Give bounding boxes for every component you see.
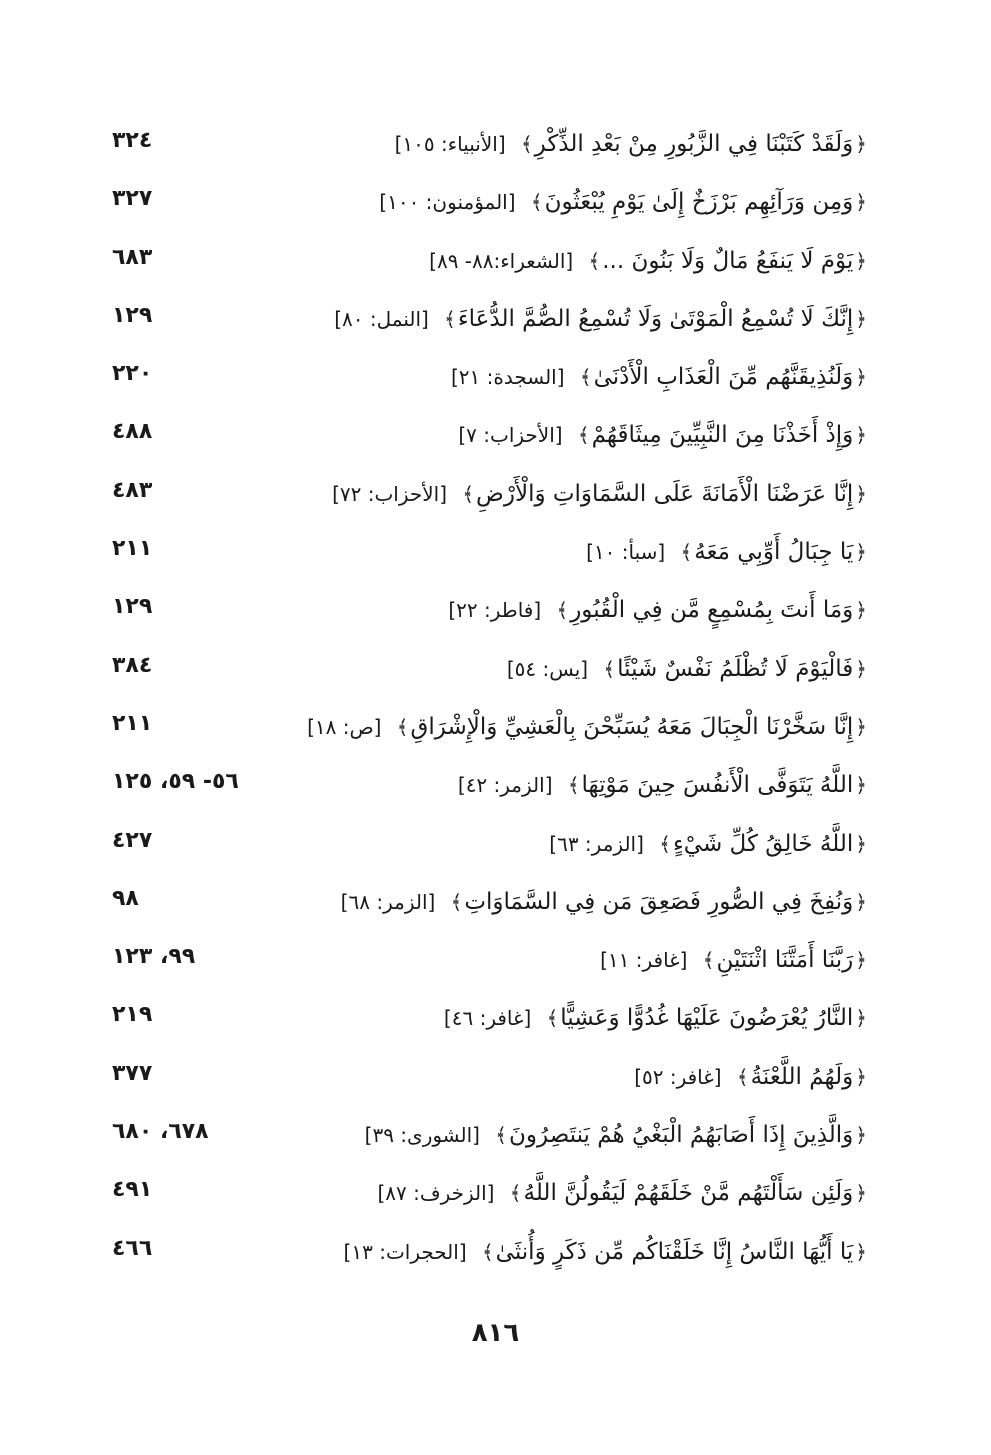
index-row [0, 293, 991, 351]
ornate-bracket-close: ﴾ [567, 773, 580, 798]
verse-text: وَلَهُمُ اللَّعْنَةُ [750, 1063, 854, 1090]
surah-reference: [غافر: ٥٢] [634, 1064, 722, 1089]
verse-entry [344, 1236, 869, 1268]
verse-entry [395, 128, 869, 160]
ornate-bracket-close: ﴾ [495, 1123, 508, 1148]
verse-text: إِنَّا عَرَضْنَا الْأَمَانَةَ عَلَى السَّمَاوَاتِ وَالْأَرْضِ [476, 480, 854, 507]
verse-entry [332, 478, 869, 510]
index-row [0, 934, 991, 992]
surah-reference: [المؤمنون: ١٠٠] [379, 190, 516, 215]
index-row [0, 992, 991, 1050]
ornate-bracket-close: ﴾ [556, 598, 569, 623]
page-reference: ٤٩١ [112, 1177, 153, 1203]
page-reference: ٤٦٦ [112, 1235, 153, 1261]
verse-entry [549, 828, 869, 860]
index-row [0, 1226, 991, 1284]
page-reference: ٩٩، ١٢٣ [112, 944, 196, 970]
verse-entry [379, 186, 869, 218]
index-row [0, 118, 991, 176]
surah-reference: [سبأ: ١٠] [586, 540, 666, 565]
ornate-bracket-open: ﴿ [855, 831, 867, 856]
verse-text: اللَّهُ خَالِقُ كُلِّ شَيْءٍ [672, 830, 854, 857]
ornate-bracket-open: ﴿ [855, 540, 867, 565]
verse-text: وَلَنُذِيقَنَّهُم مِّنَ الْعَذَابِ الْأَدْنَىٰ [593, 364, 854, 391]
ornate-bracket-open: ﴿ [855, 1239, 867, 1264]
index-row [0, 526, 991, 584]
verse-text: يَوْمَ لَا يَنفَعُ مَالٌ وَلَا بَنُونَ ... [602, 247, 854, 274]
ornate-bracket-close: ﴾ [450, 889, 463, 914]
verse-entry [507, 653, 869, 685]
ornate-bracket-open: ﴿ [855, 889, 867, 914]
page-reference: ٣٢٤ [112, 128, 153, 153]
index-row [0, 1109, 991, 1167]
page-reference: ١٢٩ [112, 302, 153, 328]
ornate-bracket-close: ﴾ [546, 1006, 559, 1031]
surah-reference: [الأحزاب: ٧٢] [332, 481, 448, 506]
ornate-bracket-close: ﴾ [680, 540, 693, 565]
verse-entry [429, 245, 869, 277]
surah-reference: [الأحزاب: ٧] [458, 423, 563, 448]
surah-reference: [النمل: ٨٠] [334, 306, 429, 331]
ornate-bracket-close: ﴾ [702, 948, 715, 973]
surah-reference: [غافر: ٤٦] [443, 1006, 532, 1031]
ornate-bracket-close: ﴾ [736, 1064, 749, 1089]
verse-text: النَّارُ يُعْرَضُونَ عَلَيْهَا غُدُوًّا وَعَشِيًّا [560, 1005, 854, 1032]
index-row [0, 235, 991, 293]
ornate-bracket-open: ﴿ [855, 248, 867, 273]
ornate-bracket-open: ﴿ [855, 948, 867, 973]
verse-text: يَا جِبَالُ أَوِّبِي مَعَهُ [694, 539, 854, 566]
verse-entry [600, 944, 869, 976]
page-reference: ٣٧٧ [112, 1060, 153, 1086]
ornate-bracket-open: ﴿ [855, 773, 867, 798]
surah-reference: [الزمر: ٤٢] [457, 773, 553, 798]
ornate-bracket-open: ﴿ [855, 481, 867, 506]
index-row [0, 1167, 991, 1225]
verse-text: وَإِذْ أَخَذْنَا مِنَ النَّبِيِّينَ مِيثَاقَهُمْ [591, 422, 854, 449]
verse-entry [458, 419, 869, 451]
page-reference: ٣٢٧ [112, 186, 153, 212]
index-row [0, 759, 991, 817]
verse-entry [634, 1061, 869, 1093]
verse-entry [334, 303, 869, 335]
page-reference: ٥٦- ٥٩، ١٢٥ [112, 769, 239, 795]
ornate-bracket-close: ﴾ [396, 714, 409, 739]
ornate-bracket-close: ﴾ [530, 190, 543, 215]
page-reference: ١٢٩ [112, 594, 153, 620]
surah-reference: [يس: ٥٤] [506, 656, 589, 681]
verse-text: اللَّهُ يَتَوَفَّى الْأَنفُسَ حِينَ مَوْتِهَا [581, 772, 854, 799]
index-row [0, 584, 991, 642]
ornate-bracket-close: ﴾ [659, 831, 671, 856]
verse-entry [458, 769, 869, 801]
page-reference: ٢١٩ [112, 1002, 153, 1028]
ornate-bracket-close: ﴾ [444, 306, 456, 331]
index-row [0, 818, 991, 876]
ornate-bracket-open: ﴿ [855, 1123, 867, 1148]
ornate-bracket-close: ﴾ [588, 248, 601, 273]
ornate-bracket-open: ﴿ [855, 656, 867, 681]
page-reference: ٢١١ [112, 710, 153, 736]
verse-text: فَالْيَوْمَ لَا تُظْلَمُ نَفْسٌ شَيْئًا [617, 655, 854, 682]
index-row [0, 409, 991, 467]
verse-text: وَالَّذِينَ إِذَا أَصَابَهُمُ الْبَغْيُ هُمْ يَنتَصِرُونَ [509, 1122, 854, 1149]
surah-reference: [غافر: ١١] [600, 948, 688, 973]
verse-text: وَمِن وَرَآئِهِم بَرْزَخٌ إِلَىٰ يَوْمِ يُبْعَثُونَ [544, 189, 854, 216]
surah-reference: [الأنبياء: ١٠٥] [394, 132, 506, 156]
surah-reference: [الحجرات: ١٣] [343, 1239, 467, 1264]
ornate-bracket-close: ﴾ [577, 423, 590, 448]
verse-index-list [0, 118, 991, 1284]
page-reference: ٦٧٨، ٦٨٠ [112, 1119, 209, 1145]
ornate-bracket-open: ﴿ [855, 598, 867, 623]
surah-reference: [الشعراء:٨٨- ٨٩] [429, 248, 574, 273]
verse-entry [451, 361, 869, 393]
surah-reference: [السجدة: ٢١] [450, 365, 565, 390]
page-reference: ٤٨٣ [112, 477, 153, 503]
verse-entry [307, 711, 869, 743]
ornate-bracket-open: ﴿ [855, 423, 867, 448]
ornate-bracket-open: ﴿ [855, 365, 867, 390]
surah-reference: [الزمر: ٦٣] [549, 831, 644, 856]
verse-text: وَلَئِن سَأَلْتَهُم مَّنْ خَلَقَهُمْ لَيَقُولُنَّ اللَّهُ [523, 1180, 854, 1207]
ornate-bracket-open: ﴿ [855, 132, 867, 156]
surah-reference: [فاطر: ٢٢] [448, 598, 542, 623]
index-row [0, 468, 991, 526]
surah-reference: [الشورى: ٣٩] [364, 1123, 480, 1148]
verse-entry [341, 886, 869, 918]
ornate-bracket-close: ﴾ [603, 656, 616, 681]
verse-text: يَا أَيُّهَا النَّاسُ إِنَّا خَلَقْنَاكُم مِّن ذَكَرٍ وَأُنثَىٰ [495, 1238, 854, 1265]
ornate-bracket-close: ﴾ [579, 365, 592, 390]
verse-text: رَبَّنَا أَمَتَّنَا اثْنَتَيْنِ [716, 947, 854, 974]
verse-entry [448, 594, 869, 626]
ornate-bracket-open: ﴿ [855, 714, 867, 739]
verse-entry [365, 1119, 869, 1151]
ornate-bracket-close: ﴾ [509, 1181, 522, 1206]
ornate-bracket-open: ﴿ [855, 1064, 867, 1089]
page-reference: ٤٨٨ [112, 419, 153, 445]
ornate-bracket-open: ﴿ [855, 1181, 867, 1206]
ornate-bracket-close: ﴾ [520, 132, 533, 156]
index-row [0, 1051, 991, 1109]
index-row [0, 351, 991, 409]
verse-text: وَنُفِخَ فِي الصُّورِ فَصَعِقَ مَن فِي السَّمَاوَاتِ [464, 888, 854, 915]
index-row [0, 643, 991, 701]
ornate-bracket-open: ﴿ [855, 190, 867, 215]
index-row [0, 701, 991, 759]
surah-reference: [ص: ١٨] [307, 714, 382, 739]
ornate-bracket-close: ﴾ [481, 1239, 494, 1264]
index-row [0, 876, 991, 934]
verse-entry [377, 1177, 869, 1209]
page-reference: ٦٨٣ [112, 244, 153, 270]
verse-entry [444, 1002, 869, 1034]
page-reference: ٣٨٤ [112, 652, 153, 678]
verse-text: إِنَّا سَخَّرْنَا الْجِبَالَ مَعَهُ يُسَبِّحْنَ بِالْعَشِيِّ وَالْإِشْرَاقِ [410, 713, 854, 740]
page-reference: ٢١١ [112, 536, 153, 562]
ornate-bracket-open: ﴿ [855, 1006, 867, 1031]
page-reference: ٩٨ [112, 885, 139, 911]
verse-text: وَمَا أَنتَ بِمُسْمِعٍ مَّن فِي الْقُبُورِ [570, 597, 854, 624]
page-reference: ٤٢٧ [112, 827, 153, 853]
verse-text: إِنَّكَ لَا تُسْمِعُ الْمَوْتَىٰ وَلَا تُسْمِعُ الصُّمَّ الدُّعَاءَ [457, 305, 854, 332]
surah-reference: [الزخرف: ٨٧] [377, 1181, 495, 1206]
verse-text: وَلَقَدْ كَتَبْنَا فِي الزَّبُورِ مِنْ بَعْدِ الذِّكْرِ [534, 131, 854, 157]
index-row [0, 176, 991, 234]
page-number: ٨١٦ [471, 1318, 520, 1348]
page-reference: ٢٢٠ [112, 361, 153, 387]
ornate-bracket-open: ﴿ [855, 306, 867, 331]
verse-entry [586, 536, 869, 568]
surah-reference: [الزمر: ٦٨] [340, 889, 436, 914]
ornate-bracket-close: ﴾ [462, 481, 475, 506]
